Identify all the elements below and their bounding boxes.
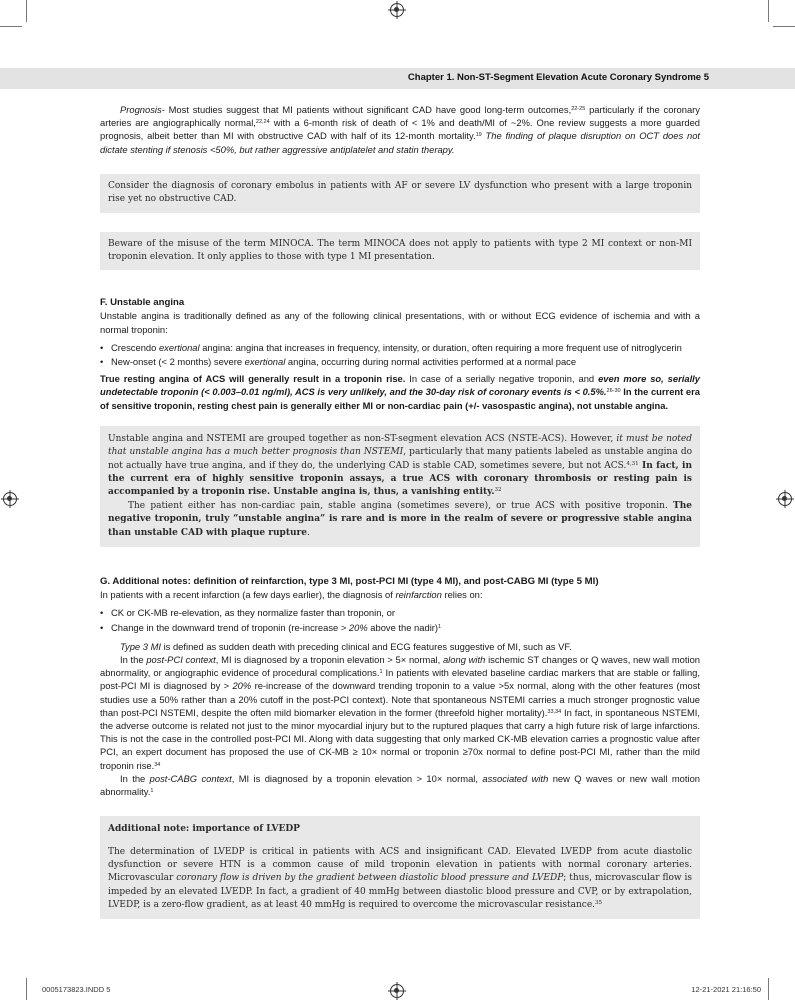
reinfarction-list — [100, 606, 700, 633]
registration-mark-icon — [778, 492, 792, 506]
post-pci-paragraph: In the post-PCI context, MI is diagnosed by a troponin elevation > 5× normal, along with ischemic ST changes or Q waves, new wall motion abnormality, or angiographic evidence of procedural complications.$^1$ In patients with elevated baseline cardiac markers that are stable or falling, post-PCI MI is diagnosed by > 20% re-increase of the downward trending troponin to a value >5x normal, along with the other features (most studies use a 50% rather than a 20% cutoff in the post-PCI context). Note that spontaneous NSTEMI carries a much stronger prognostic value than post-PCI NSTEMI, despite the often mild biomarker elevation in the former (threefold higher mortality).$^{33,34}$ In fact, in spontaneous NSTEMI, the adverse outcome is related not just to the minor myocardial injury but to the ruptured plaques that carry a high future risk of large infarctions. This is not the case in the controlled post-PCI MI. Along with data suggesting that only marked CK-MB elevation carries a prognostic value after PCI, an expert document has proposed the use of CK-MB ≥ 10× normal or troponin ≥70x normal to define post-PCI MI, rather than the mild troponin rise.$^{34}$ — [100, 653, 701, 771]
crop-mark — [768, 978, 769, 1000]
registration-mark-icon — [390, 984, 404, 998]
running-head: Chapter 1. Non-ST-Segment Elevation Acute Coronary Syndrome 5 — [407, 72, 709, 83]
lvedp-box-title: Additional note: importance of LVEDP — [108, 824, 300, 835]
footer-timestamp: 12-21-2021 21:16:50 — [691, 985, 761, 994]
section-g-title: G. Additional notes: definition of reinfarction, type 3 MI, post-PCI MI (type 4 MI), and post-CABG MI (type 5 MI) — [100, 576, 599, 588]
crop-mark — [0, 26, 22, 27]
section-f-intro: Unstable angina is traditionally defined as any of the following clinical presentations, with or without ECG evidence of ischemia and with a normal troponin: — [100, 310, 700, 335]
note-box-nste-acs: Unstable angina and NSTEMI are grouped together as non-ST-segment elevation ACS (NSTE-ACS). However, it must be noted that unstable angina has a much better prognosis than NSTEMI, particularly that many patients labeled as unstable angina do not actually have true angina, and if they do, the underlying CAD is stable CAD, sometimes severe, but not ACS.$^{4,31}$ In fact, in the current era of highly sensitive troponin assays, a true ACS with coronary thrombosis or resting pain is accompanied by a troponin rise. Unstable angina is, thus, a vanishing entity.$^{32}$ The patient either has non-cardiac pain, stable angina (sometimes severe), or true ACS with positive troponin. The negative troponin, truly “unstable angina” is rare and is more in the realm of severe or progressive stable angina than unstable CAD with plaque rupture. — [100, 426, 700, 547]
section-g-intro: In patients with a recent infarction (a few days earlier), the diagnosis of reinfarction relies on: — [100, 589, 483, 601]
crop-mark — [26, 978, 27, 1000]
note-box-minoca: Beware of the misuse of the term MINOCA. The term MINOCA does not apply to patients with type 2 MI context or non-MI troponin elevation. It only applies to those with type 1 MI presentation. — [100, 232, 700, 271]
list-item: • CK or CK-MB re-elevation, as they normalize faster than troponin, or — [100, 606, 700, 619]
page-body — [100, 103, 700, 919]
note-box-lvedp: Additional note: importance of LVEDP The determination of LVEDP is critical in patients with ACS and insignificant CAD. Elevated LVEDP from acute diastolic dysfunction or severe HTN is a common cause of mild troponin elevation in patients with normal coronary arteries. Microvascular coronary flow is driven by the gradient between diastolic blood pressure and LVEDP; thus, microvascular flow is impeded by an elevated LVEDP. In fact, a gradient of 40 mmHg between diastolic blood pressure and CVP, or by extrapolation, LVEDP, is a zero-flow gradient, as at least 40 mmHg is required to overcome the microvascular resistance.$^{35}$ — [100, 816, 700, 918]
note-box-embolus: Consider the diagnosis of coronary embolus in patients with AF or severe LV dysfunction who present with a large troponin rise yet no obstructive CAD. — [100, 174, 700, 213]
list-item: • Change in the downward trend of troponin (re-increase > 20% above the nadir)$^1$ — [100, 621, 700, 634]
section-f-title: F. Unstable angina — [100, 297, 185, 309]
type3-paragraph: Type 3 MI is defined as sudden death with preceding clinical and ECG features suggestive of MI, such as VF. — [120, 640, 572, 652]
registration-mark-icon — [3, 492, 17, 506]
crop-mark — [26, 0, 27, 22]
prognosis-paragraph: Prognosis- Most studies suggest that MI patients without significant CAD have good long-term outcomes,$^{22-25}$ particularly if the coronary arteries are angiographically normal,$^{22,24}$ with a 6-month risk of death of < 1% and death/MI of ~2%. One review suggests a more guarded prognosis, albeit better than MI with obstructive CAD with half of its 12-month mortality.$^{19}$ The finding of plaque disruption on OCT does not dictate stenting if stenosis <50%, but rather aggressive antiplatelet and statin therapy. — [100, 104, 701, 155]
list-item: • New-onset (< 2 months) severe exertional angina, occurring during normal activities performed at a normal pace — [100, 355, 700, 368]
unstable-angina-list — [100, 341, 700, 368]
crop-mark — [773, 26, 795, 27]
footer-file-name: 0005173823.INDD 5 — [42, 985, 111, 994]
registration-mark-icon — [390, 3, 404, 17]
crop-mark — [768, 0, 769, 22]
post-cabg-paragraph: In the post-CABG context, MI is diagnosed by a troponin elevation > 10× normal, associated with new Q waves or new wall motion abnormality.$^1$ — [100, 772, 701, 797]
troponin-paragraph: True resting angina of ACS will generally result in a troponin rise. In case of a serially negative troponin, and even more so, serially undetectable troponin (< 0.003–0.01 ng/ml), ACS is very unlikely, and the 30-day risk of coronary events is < 0.5%.$^{26-30}$ In the current era of sensitive troponin, resting chest pain is generally either MI or non-cardiac pain (+/- vasospastic angina), not unstable angina. — [100, 373, 700, 411]
list-item: • Crescendo exertional angina: angina that increases in frequency, intensity, or duration, often requiring a more frequent use of nitroglycerin — [100, 341, 700, 354]
